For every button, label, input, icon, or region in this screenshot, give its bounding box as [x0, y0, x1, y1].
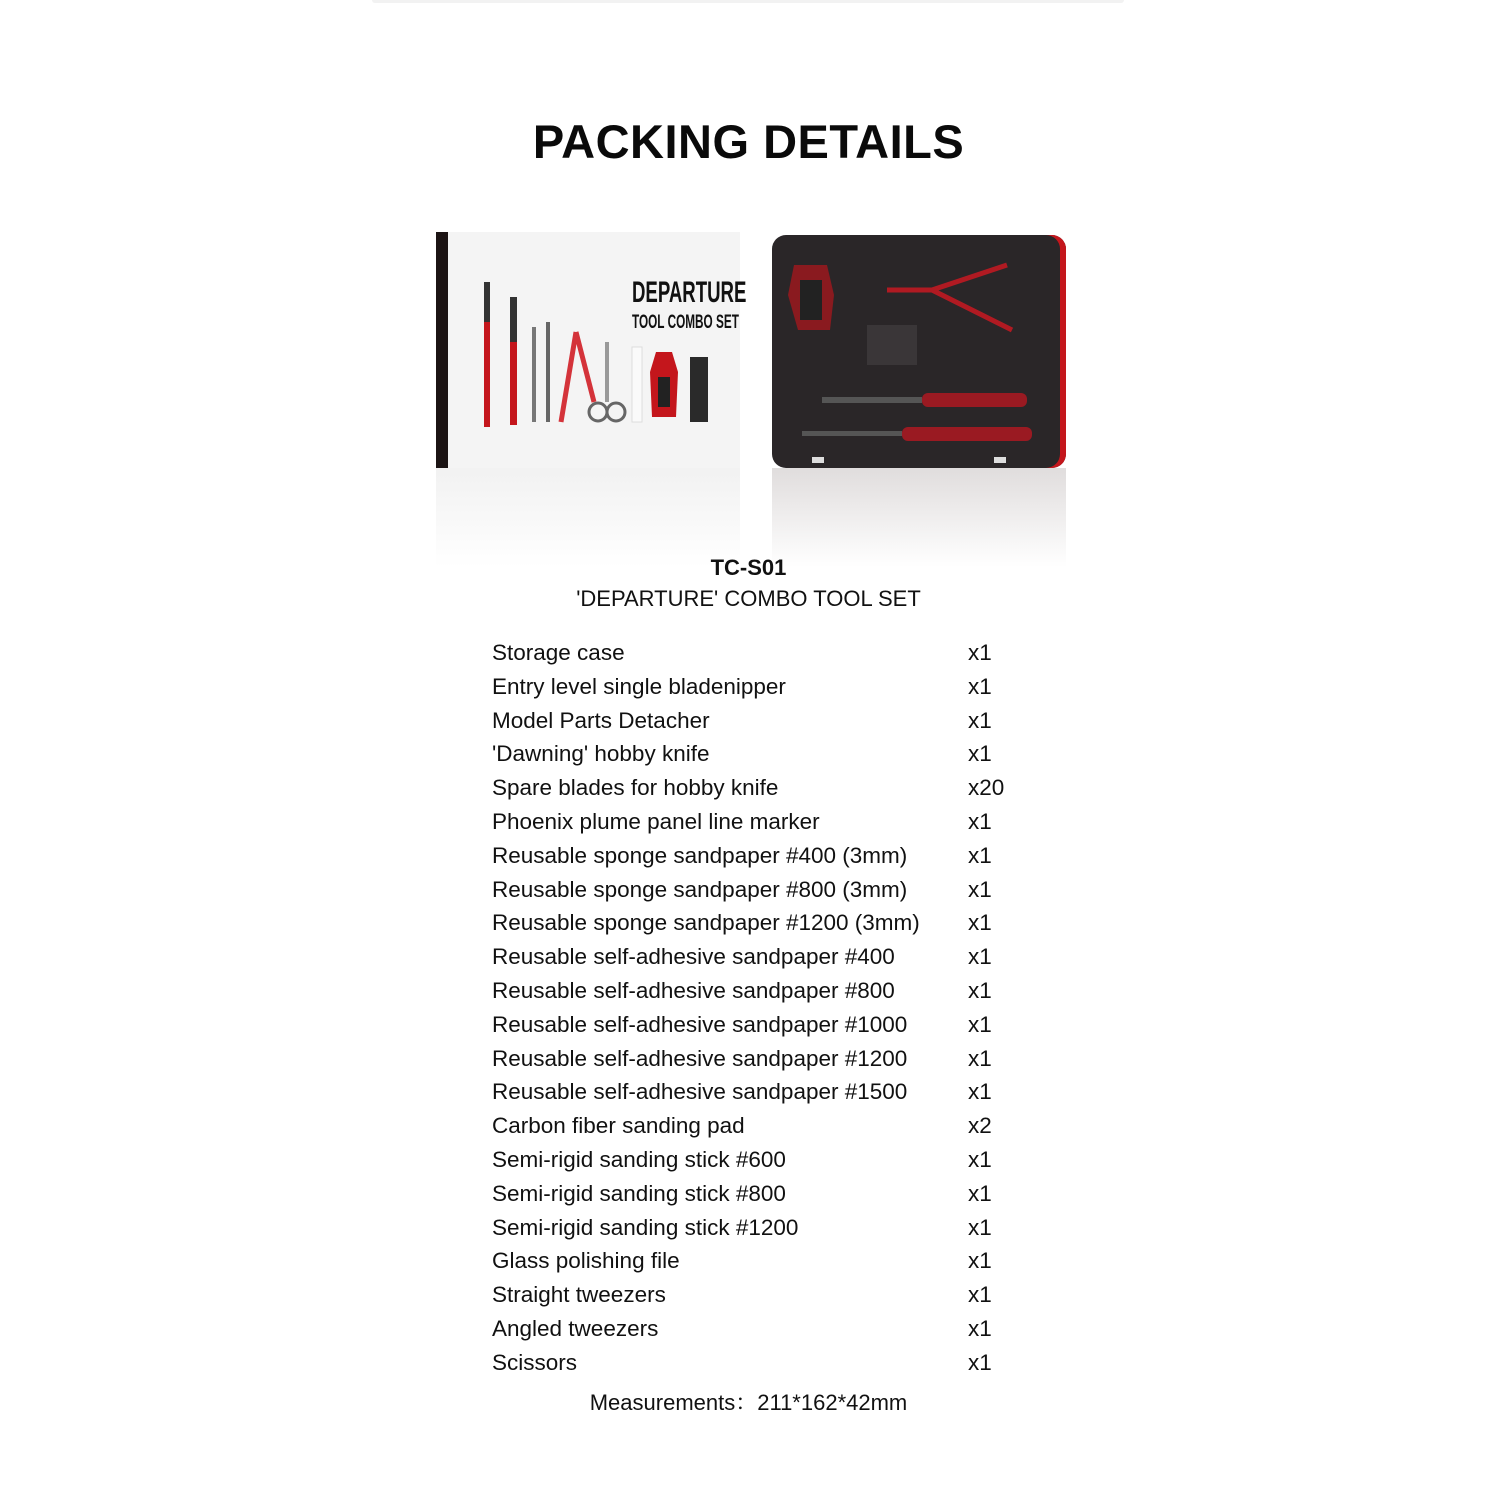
item-qty: x1 [968, 1214, 992, 1240]
list-item [492, 704, 1052, 738]
list-item [492, 771, 1052, 805]
box-spine [436, 232, 448, 468]
item-name: Semi-rigid sanding stick #1200 [492, 1214, 799, 1240]
item-qty: x1 [968, 808, 992, 834]
item-qty: x1 [968, 1079, 992, 1105]
item-qty: x1 [968, 910, 992, 936]
item-name: Scissors [492, 1349, 578, 1375]
item-qty: x1 [968, 741, 992, 767]
list-item [492, 805, 1052, 839]
item-name: Reusable sponge sandpaper #800 (3mm) [492, 876, 908, 902]
item-qty: x1 [968, 1180, 992, 1206]
item-qty: x2 [968, 1113, 992, 1139]
list-item [492, 1278, 1052, 1312]
item-qty: x1 [968, 1011, 992, 1037]
item-qty: x1 [968, 1315, 992, 1341]
item-name: Reusable sponge sandpaper #1200 (3mm) [492, 910, 920, 936]
list-item [492, 1075, 1052, 1109]
item-name: Entry level single bladenipper [492, 673, 786, 699]
storage-case-image [772, 235, 1066, 468]
item-qty: x1 [968, 673, 992, 699]
item-name: Reusable self-adhesive sandpaper #800 [492, 977, 895, 1003]
list-item [492, 873, 1052, 907]
list-item [492, 1008, 1052, 1042]
item-name: Semi-rigid sanding stick #800 [492, 1180, 786, 1206]
list-item [492, 1109, 1052, 1143]
item-qty: x1 [968, 707, 992, 733]
item-qty: x1 [968, 1248, 992, 1274]
item-name: Reusable self-adhesive sandpaper #1500 [492, 1079, 908, 1105]
packing-list [492, 636, 1052, 1380]
item-qty: x1 [968, 842, 992, 868]
measurements: Measurements：211*162*42mm [589, 1390, 908, 1415]
list-item [492, 1346, 1052, 1380]
item-qty: x1 [968, 977, 992, 1003]
case-contents-illustration [772, 235, 1066, 468]
top-divider [372, 0, 1124, 3]
list-item [492, 839, 1052, 873]
list-item [492, 737, 1052, 771]
list-item [492, 1244, 1052, 1278]
item-name: 'Dawning' hobby knife [492, 741, 710, 767]
item-name: Phoenix plume panel line marker [492, 808, 820, 834]
item-qty: x1 [968, 640, 992, 665]
item-qty: x1 [968, 944, 992, 970]
list-item [492, 940, 1052, 974]
list-item [492, 1177, 1052, 1211]
item-name: Straight tweezers [492, 1282, 666, 1308]
item-qty: x1 [968, 1282, 992, 1308]
item-name: Model Parts Detacher [492, 707, 710, 733]
item-qty: x1 [968, 876, 992, 902]
item-name: Storage case [492, 640, 625, 665]
list-item [492, 1143, 1052, 1177]
product-name: 'DEPARTURE' COMBO TOOL SET [576, 586, 921, 611]
list-item [492, 974, 1052, 1008]
box-brand-subtitle: TOOL COMBO SET [632, 312, 739, 333]
item-name: Reusable self-adhesive sandpaper #400 [492, 944, 895, 970]
item-name: Spare blades for hobby knife [492, 775, 779, 801]
list-item [492, 1211, 1052, 1245]
item-qty: x1 [968, 1045, 992, 1071]
item-name: Carbon fiber sanding pad [492, 1113, 745, 1139]
page-title: PACKING DETAILS [532, 115, 965, 168]
list-item [492, 670, 1052, 704]
list-item [492, 906, 1052, 940]
tools-illustration [476, 272, 686, 432]
carbon-pad-illustration [690, 357, 708, 422]
item-name: Angled tweezers [492, 1315, 659, 1341]
list-item [492, 636, 1052, 670]
item-qty: x1 [968, 1349, 992, 1375]
product-box-image [436, 232, 747, 468]
item-name: Reusable sponge sandpaper #400 (3mm) [492, 842, 908, 868]
item-name: Reusable self-adhesive sandpaper #1200 [492, 1045, 908, 1071]
item-qty: x1 [968, 1146, 992, 1172]
list-item [492, 1042, 1052, 1076]
box-brand-text: DEPARTURE [632, 276, 747, 309]
list-item [492, 1312, 1052, 1346]
item-name: Glass polishing file [492, 1248, 680, 1274]
item-qty: x20 [968, 775, 1005, 801]
model-number: TC-S01 [710, 555, 787, 580]
item-name: Semi-rigid sanding stick #600 [492, 1146, 786, 1172]
item-name: Reusable self-adhesive sandpaper #1000 [492, 1011, 908, 1037]
